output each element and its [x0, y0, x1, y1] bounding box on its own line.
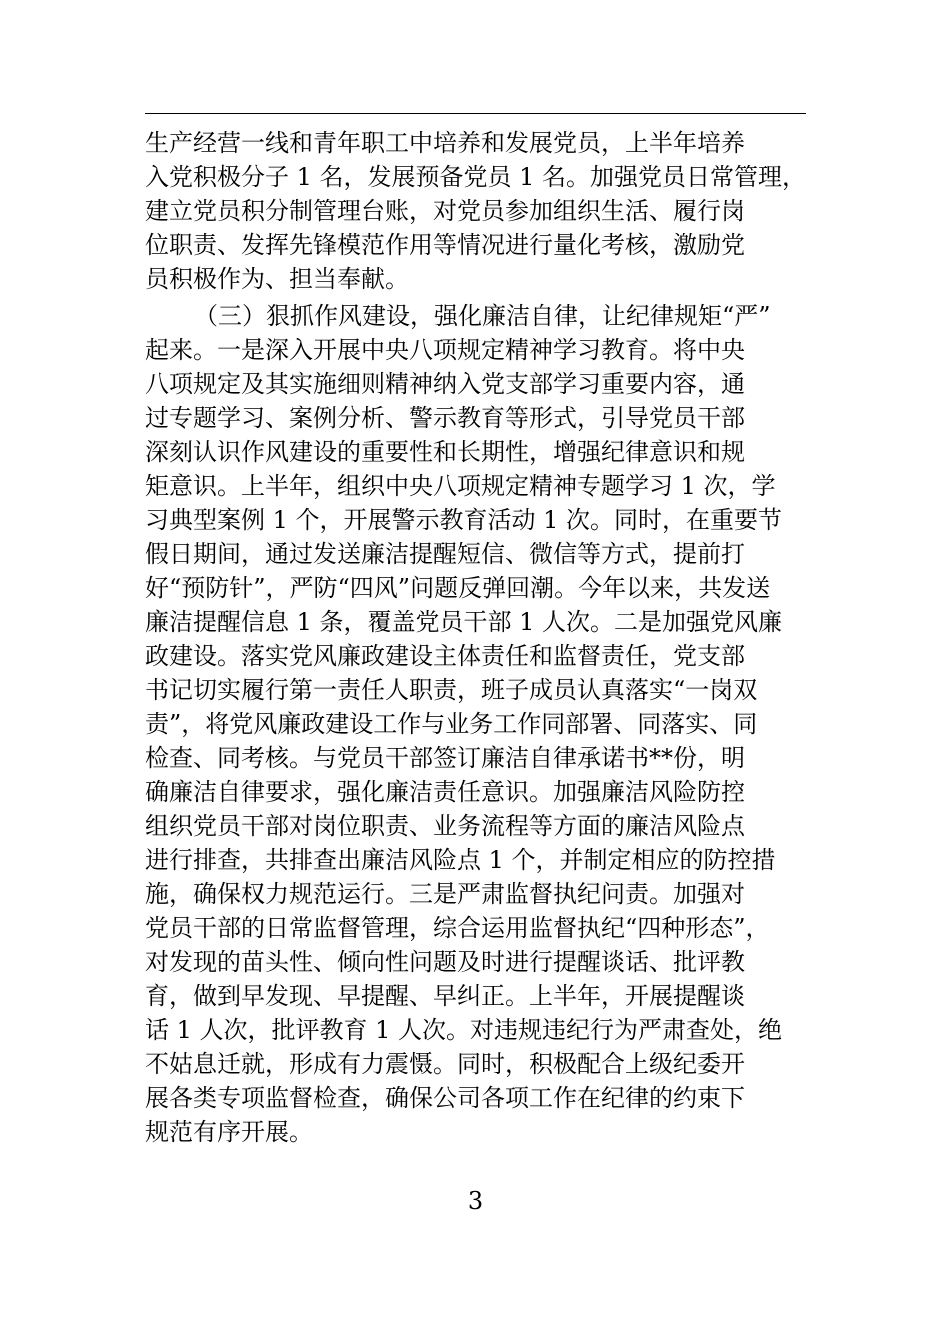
text-line: 规范有序开展。 [145, 1118, 313, 1146]
text-line: 政建设。落实党风廉政建设主体责任和监督责任，党支部 [145, 642, 745, 670]
text-line: 书记切实履行第一责任人职责，班子成员认真落实“一岗双 [145, 676, 758, 704]
text-line: 员积极作为、担当奉献。 [145, 265, 409, 293]
text-line: （三）狠抓作风建设，强化廉洁自律，让纪律规矩“严” [194, 302, 771, 330]
text-line: 生产经营一线和青年职工中培养和发展党员，上半年培养 [145, 129, 745, 157]
paragraph-2 [145, 299, 835, 1149]
header-rule [145, 113, 806, 114]
text-line: 好“预防针”，严防“四风”问题反弹回潮。今年以来，共发送 [145, 574, 771, 602]
text-line: 话 1 人次，批评教育 1 人次。对违规违纪行为严肃查处，绝 [145, 1016, 783, 1044]
text-line: 过专题学习、案例分析、警示教育等形式，引导党员干部 [145, 404, 745, 432]
text-line: 展各类专项监督检查，确保公司各项工作在纪律的约束下 [145, 1084, 745, 1112]
text-line: 组织党员干部对岗位职责、业务流程等方面的廉洁风险点 [145, 812, 745, 840]
document-body [145, 126, 835, 1149]
text-line: 进行排查，共排查出廉洁风险点 1 个，并制定相应的防控措 [145, 846, 776, 874]
text-line: 确廉洁自律要求，强化廉洁责任意识。加强廉洁风险防控 [145, 778, 745, 806]
paragraph-1 [145, 126, 835, 296]
text-line: 育，做到早发现、早提醒、早纠正。上半年，开展提醒谈 [145, 982, 745, 1010]
text-line: 八项规定及其实施细则精神纳入党支部学习重要内容，通 [145, 370, 745, 398]
text-line: 入党积极分子 1 名，发展预备党员 1 名。加强党员日常管理， [145, 163, 807, 191]
text-line: 不姑息迁就，形成有力震慑。同时，积极配合上级纪委开 [145, 1050, 745, 1078]
text-line: 对发现的苗头性、倾向性问题及时进行提醒谈话、批评教 [145, 948, 745, 976]
text-line: 习典型案例 1 个，开展警示教育活动 1 次。同时，在重要节 [145, 506, 783, 534]
text-line: 施，确保权力规范运行。三是严肃监督执纪问责。加强对 [145, 880, 745, 908]
page-number: 3 [467, 1187, 484, 1215]
text-line: 党员干部的日常监督管理，综合运用监督执纪“四种形态”， [145, 914, 770, 942]
text-line: 廉洁提醒信息 1 条，覆盖党员干部 1 人次。二是加强党风廉 [145, 608, 783, 636]
text-line: 位职责、发挥先锋模范作用等情况进行量化考核，激励党 [145, 231, 745, 259]
text-line: 建立党员积分制管理台账，对党员参加组织生活、履行岗 [145, 197, 745, 225]
text-line: 矩意识。上半年，组织中央八项规定精神专题学习 1 次，学 [145, 472, 776, 500]
text-line: 起来。一是深入开展中央八项规定精神学习教育。将中央 [145, 336, 745, 364]
text-line: 深刻认识作风建设的重要性和长期性，增强纪律意识和规 [145, 438, 745, 466]
text-line: 假日期间，通过发送廉洁提醒短信、微信等方式，提前打 [145, 540, 745, 568]
text-line: 责”，将党风廉政建设工作与业务工作同部署、同落实、同 [145, 710, 758, 738]
text-line: 检查、同考核。与党员干部签订廉洁自律承诺书**份，明 [145, 744, 745, 772]
